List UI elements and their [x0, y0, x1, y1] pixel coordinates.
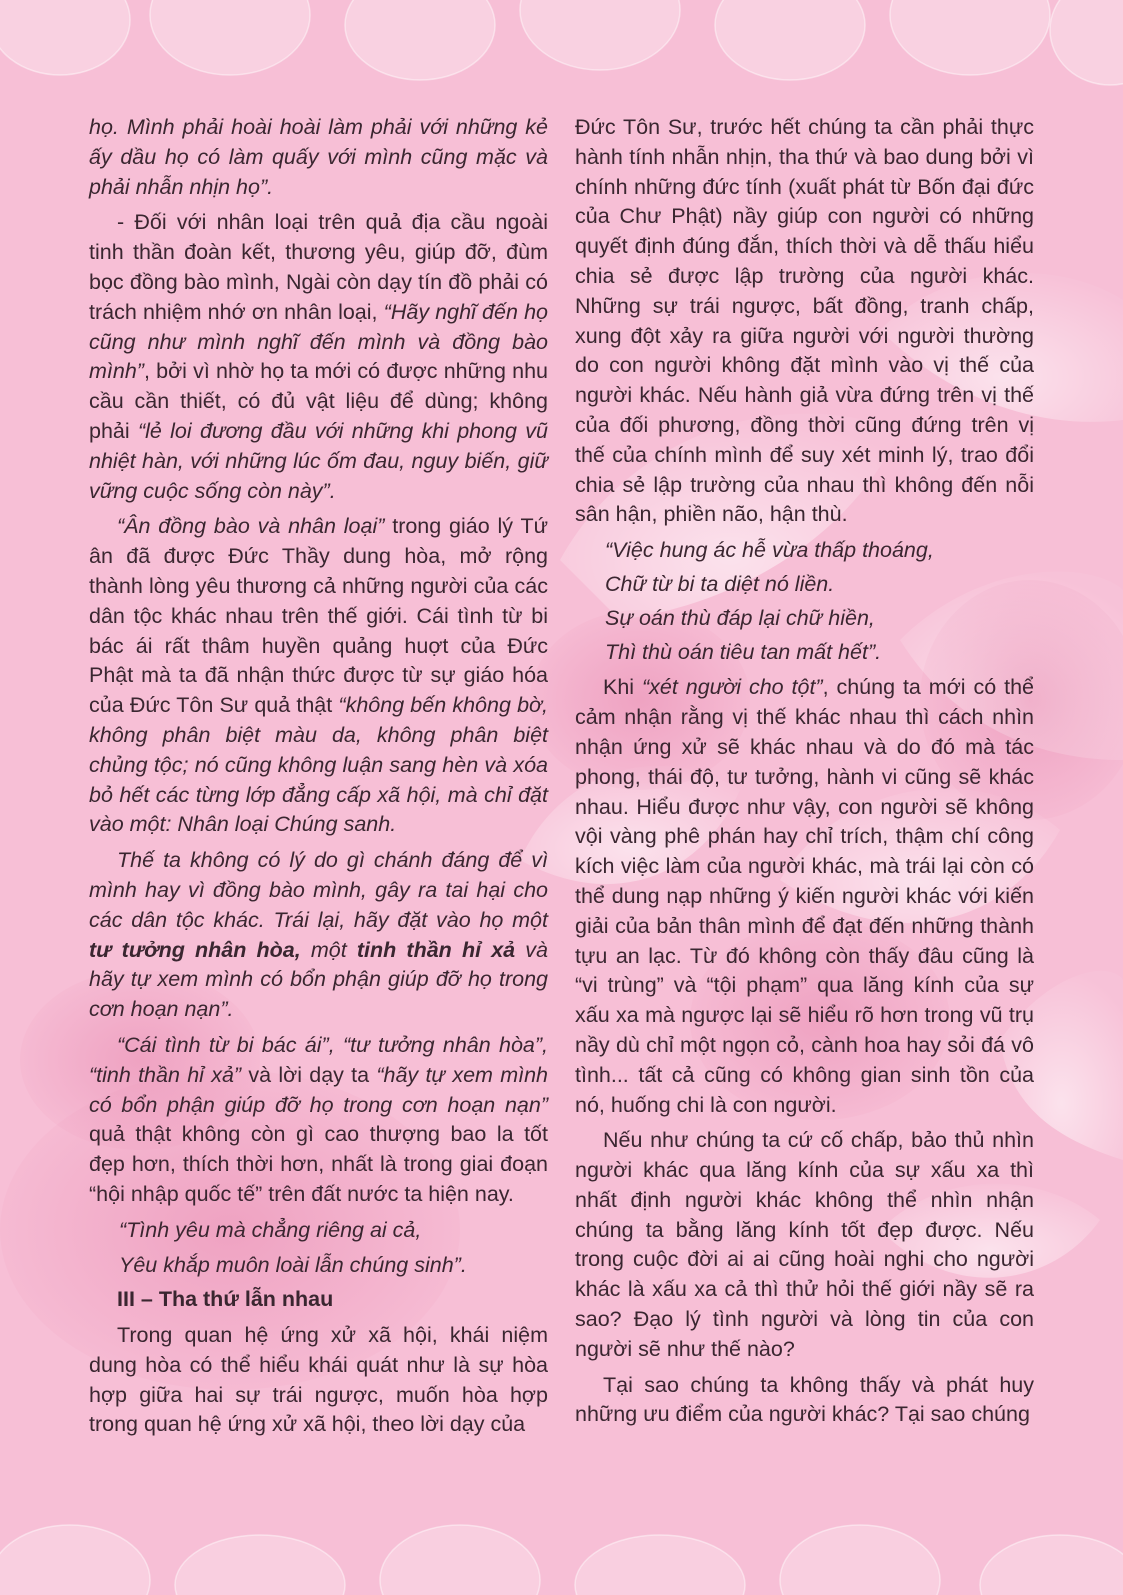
paragraph — [575, 1126, 1034, 1364]
emphasis-text: và hãy tự xem mình có bổn phận giúp đỡ họ trong cơn hoạn nạn”. — [89, 937, 548, 1022]
emphasis-text: “Hãy nghĩ đến họ cũng như mình nghĩ đến mình và đồng bào mình” — [89, 299, 548, 384]
emphasis-text: “Ân đồng bào và nhân loại” — [117, 514, 385, 539]
text-run: Trong quan hệ ứng xử xã hội, khái niệm dung hòa có thể hiểu khái quát như là sự hòa hợp giữa hai sự trái ngược, muốn hòa hợp trong quan hệ ứng xử xã hội, theo lời dạy của — [89, 1323, 548, 1437]
emphasis-text: tư tưởng nhân hòa, — [89, 937, 301, 962]
right-column — [575, 113, 1034, 1430]
emphasis-text: một — [300, 937, 357, 962]
paragraph — [89, 846, 548, 1025]
emphasis-text: tinh thần hỉ xả — [356, 937, 516, 962]
paragraph — [89, 1031, 548, 1210]
paragraph — [89, 113, 548, 202]
emphasis-text: Thế ta không có lý do gì chánh đáng để vì mình hay vì đồng bào mình, gây ra tai hại cho các dân tộc khác. Trái lại, hãy đặt vào họ một — [89, 848, 548, 932]
text-run: trong giáo lý Tứ ân đã được Đức Thầy dung hòa, mở rộng thành lòng yêu thương cả những người của các dân tộc khác nhau trên thế giới. Cái tình từ bi bác ái rất thâm huyền quảng huợt của Đức Phật mà ta đã nhận thức được từ sự giáo hóa của Đức Tôn Sư quả thật — [89, 514, 548, 718]
emphasis-text: “hãy tự xem mình có bổn phận giúp đỡ họ trong cơn hoạn nạn” — [89, 1062, 548, 1117]
section-heading: III – Tha thứ lẫn nhau — [117, 1287, 334, 1312]
text-run: , bởi vì nhờ họ ta mới có được những nhu cầu cần thiết, có đủ vật liệu để dùng; không phải — [89, 359, 548, 443]
emphasis-text: “xét người cho tột” — [641, 675, 823, 700]
verse-line: Chữ từ bi ta diệt nó liền. — [605, 571, 835, 596]
verse-line: “Việc hung ác hễ vừa thấp thoáng, — [605, 538, 934, 563]
left-column — [89, 113, 548, 1440]
emphasis-text: họ. Mình phải hoài hoài làm phải với những kẻ ấy dầu họ có làm quấy với mình cũng mặc và phải nhẫn nhịn họ”. — [89, 115, 548, 199]
paragraph — [89, 208, 548, 506]
emphasis-text: “lẻ loi đương đầu với những khi phong vũ nhiệt hàn, với những lúc ốm đau, nguy biến, giữ vững cuộc sống còn này”. — [89, 418, 549, 503]
emphasis-text: “Cái tình từ bi bác ái”, “tư tưởng nhân hòa”, “tinh thần hỉ xả” — [89, 1032, 548, 1087]
emphasis-text: “không bến không bờ, không phân biệt màu da, không phân biệt chủng tộc; nó cũng không luận sang hèn và xóa bỏ hết các từng lớp đẳng cấp xã hội, mà chỉ đặt vào một: Nhân loại Chúng sanh. — [89, 693, 548, 837]
text-run: , chúng ta mới có thể cảm nhận rằng vị thế khác nhau thì cách nhìn nhận ứng xử sẽ khác nhau và do đó mà tác phong, thái độ, tư tưởng, hành vi cũng sẽ khác nhau. Hiểu được như vậy, con người sẽ không vội vàng phê phán hay chỉ trích, thậm chí công kích việc làm của người khác, mà trái lại còn có thể dung nạp những ý kiến người khác với kiến giải của bản thân mình để đạt đến những thành tựu an lạc. Từ đó không còn thấy đâu cũng là “vi trùng” và “tội phạm” qua lăng kính của sự xấu xa mà ngược lại sẽ hiểu rõ hơn trong vũ trụ nầy dù chỉ một ngọn cỏ, cành hoa hay sỏi đá vô tình... tất cả cũng có không gian sinh tồn của nó, huống chi là con người. — [575, 675, 1034, 1117]
verse-line: “Tình yêu mà chẳng riêng ai cả, — [119, 1217, 422, 1242]
paragraph — [575, 1371, 1034, 1431]
text-run: Đức Tôn Sư, trước hết chúng ta cần phải thực hành tính nhẫn nhịn, tha thứ và bao dung bởi vì chính những đức tính (xuất phát từ Bốn đại đức của Chư Phật) nầy giúp con người có những quyết định đúng đắn, thích thời và dễ thấu hiểu chia sẻ được lập trường của người khác. Những sự trái ngược, bất đồng, tranh chấp, xung đột xảy ra giữa người với người thường do con người không đặt mình vào vị thế của người khác. Nếu hành giả vừa đứng trên vị thế của đối phương, đồng thời cũng đứng trên vị thế của chính mình để suy xét minh lý, trao đổi chia sẻ lập trường của nhau thì không đến nỗi sân hận, phiền não, hận thù. — [575, 115, 1034, 527]
text-run: Nếu như chúng ta cứ cố chấp, bảo thủ nhìn người khác qua lăng kính của sự xấu xa thì nhất định người khác không thể nhìn nhận chúng ta bằng lăng kính tốt đẹp được. Nếu trong cuộc đời ai ai cũng hoài nghi cho người khác là xấu xa cả thì thử hỏi thế giới nầy sẽ ra sao? Đạo lý tình người và lòng tin của con người sẽ như thế nào? — [575, 1128, 1034, 1361]
paragraph — [89, 512, 548, 840]
paragraph — [575, 673, 1034, 1120]
verse-line: Sự oán thù đáp lại chữ hiền, — [605, 605, 875, 630]
paragraph — [575, 113, 1034, 530]
verse-line: Thì thù oán tiêu tan mất hết”. — [605, 639, 882, 664]
text-run: Tại sao chúng ta không thấy và phát huy những ưu điểm của người khác? Tại sao chúng — [575, 1372, 1034, 1427]
text-run: quả thật không còn gì cao thượng bao la tốt đẹp hơn, thích thời hơn, nhất là trong giai đoạn “hội nhập quốc tế” trên đất nước ta hiện nay. — [89, 1122, 548, 1206]
verse-line: Yêu khắp muôn loài lẫn chúng sinh”. — [119, 1253, 467, 1278]
text-run: - Đối với nhân loại trên quả địa cầu ngoài tinh thần đoàn kết, thương yêu, giúp đỡ, đùm bọc đồng bào mình, Ngài còn dạy tín đồ phải có trách nhiệm nhớ ơn nhân loại, — [89, 210, 548, 324]
paragraph — [89, 1321, 548, 1440]
text-run: Khi — [603, 675, 642, 700]
text-run: và lời dạy ta — [241, 1062, 377, 1087]
